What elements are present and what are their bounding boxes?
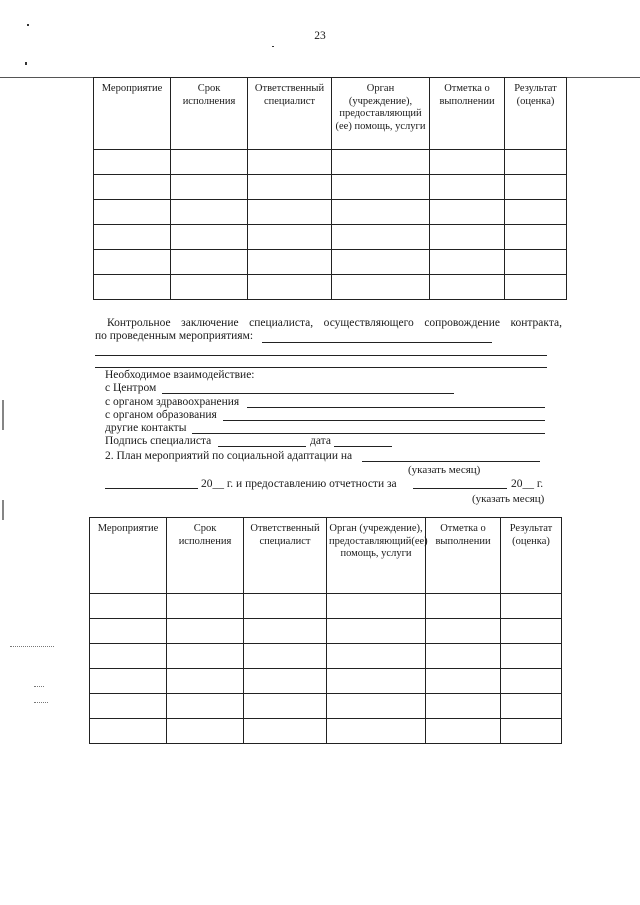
scan-smudge [34, 686, 44, 688]
date-blank [334, 446, 392, 447]
table-row [90, 719, 562, 744]
interaction-health-blank [247, 407, 545, 408]
table-header-row [90, 518, 562, 594]
col-header-activity: Мероприятие [90, 518, 167, 594]
plan-month-hint: (указать месяц) [408, 464, 481, 476]
table-row [94, 150, 567, 175]
table-header-row [94, 78, 567, 150]
interaction-heading: Необходимое взаимодействие: [105, 369, 255, 381]
interaction-center-blank [162, 393, 454, 394]
col-header-responsible: Ответственный специалист [248, 78, 332, 150]
plan-start-blank [105, 488, 198, 489]
scan-speck [25, 62, 27, 65]
plan-report-month-blank [413, 488, 507, 489]
conclusion-blank [95, 367, 547, 368]
plan-month-blank [362, 461, 540, 462]
col-header-deadline: Срок исполнения [171, 78, 248, 150]
table-row [94, 250, 567, 275]
conclusion-line-1: Контрольное заключение специалиста, осуществляющего сопровождение контракта, [107, 317, 562, 329]
activities-table-1 [93, 77, 567, 300]
interaction-health-label: с органом здравоохранения [105, 396, 240, 408]
interaction-other-label: другие контакты [105, 422, 187, 434]
scan-speck [2, 400, 4, 430]
table-row [94, 175, 567, 200]
table-row [90, 594, 562, 619]
signature-label: Подпись специалиста [105, 435, 212, 447]
scan-speck [2, 500, 4, 520]
interaction-education-label: с органом образования [105, 409, 217, 421]
table-row [90, 694, 562, 719]
page-number: 23 [314, 30, 326, 42]
col-header-completion-mark: Отметка о выполнении [426, 518, 501, 594]
col-header-result: Результат (оценка) [505, 78, 567, 150]
col-header-agency: Орган (учреждение), предоставляющий (ее) помощь, услуги [332, 78, 430, 150]
table-row [94, 275, 567, 300]
scan-smudge [34, 702, 48, 704]
interaction-other-blank [192, 433, 545, 434]
conclusion-line-2: по проведенным мероприятиям: [95, 330, 254, 342]
date-label: дата [310, 435, 331, 447]
scan-smudge [10, 646, 54, 648]
table-row [94, 225, 567, 250]
table-row [94, 200, 567, 225]
interaction-education-blank [223, 420, 545, 421]
col-header-agency: Орган (учреждение), предоставляющий(ее) помощь, услуги [327, 518, 426, 594]
scan-speck [27, 24, 29, 26]
interaction-center-label: с Центром [105, 382, 157, 394]
plan-month-hint-2: (указать месяц) [472, 493, 545, 505]
plan-title: 2. План мероприятий по социальной адаптации на [105, 450, 353, 462]
plan-year-suffix: 20__ г. [511, 478, 544, 490]
table-row [90, 644, 562, 669]
col-header-deadline: Срок исполнения [167, 518, 244, 594]
activities-table-2 [89, 517, 562, 744]
signature-blank [218, 446, 306, 447]
table-row [90, 669, 562, 694]
col-header-result: Результат (оценка) [501, 518, 562, 594]
conclusion-blank [262, 342, 492, 343]
scan-speck [272, 46, 274, 47]
table-row [90, 619, 562, 644]
plan-year-line: 20__ г. и предоставлению отчетности за [201, 478, 397, 490]
col-header-completion-mark: Отметка о выполнении [430, 78, 505, 150]
col-header-responsible: Ответственный специалист [244, 518, 327, 594]
col-header-activity: Мероприятие [94, 78, 171, 150]
conclusion-blank [95, 355, 547, 356]
